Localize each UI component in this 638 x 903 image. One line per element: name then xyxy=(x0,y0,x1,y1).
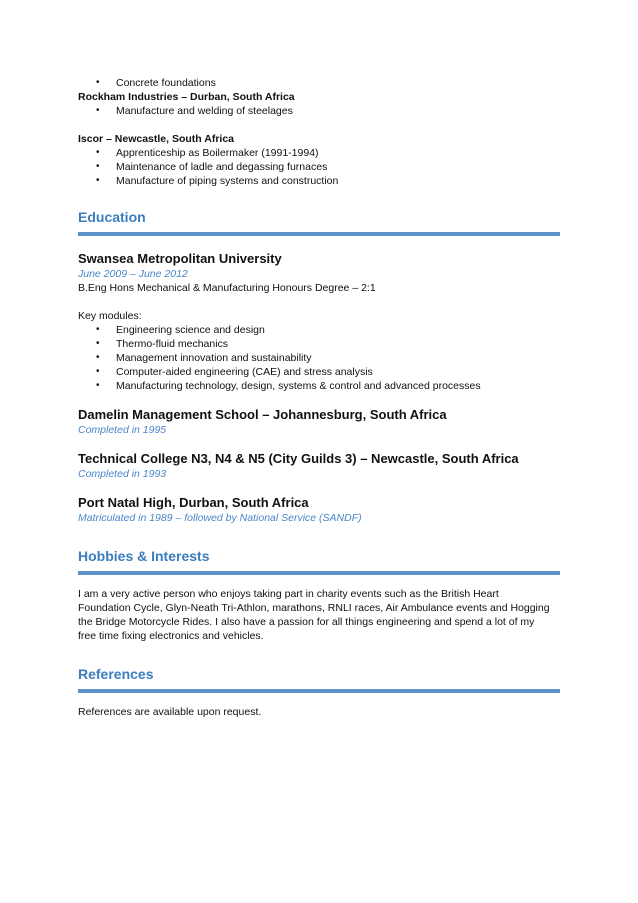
key-modules-label: Key modules: xyxy=(78,310,142,322)
hobbies-line: Foundation Cycle, Glyn-Neath Tri-Athlon, marathons, RNLI races, Air Ambulance events and Hogging xyxy=(78,602,550,614)
hobbies-heading: Hobbies & Interests xyxy=(78,548,210,564)
list-item: • Manufacture of piping systems and construction xyxy=(78,174,560,188)
list-item: • Engineering science and design xyxy=(78,323,560,337)
resume-page xyxy=(78,76,560,719)
hobbies-paragraph xyxy=(78,587,560,643)
dates-technical-college: Completed in 1993 xyxy=(78,468,167,480)
hobbies-line: the Bridge Motorcycle Rides. I also have a passion for all things engineering and spend a lot of my xyxy=(78,616,535,628)
school-technical-college: Technical College N3, N4 & N5 (City Guilds 3) – Newcastle, South Africa xyxy=(78,451,519,466)
list-item: • Manufacture and welding of steelages xyxy=(78,104,560,118)
list-item: • Thermo-fluid mechanics xyxy=(78,337,560,351)
hobbies-line: free time fixing electronics and vehicles. xyxy=(78,630,264,642)
references-heading: References xyxy=(78,666,154,682)
school-port-natal: Port Natal High, Durban, South Africa xyxy=(78,495,309,510)
iscor-bullet-list xyxy=(78,146,560,188)
continued-bullet-list xyxy=(78,76,560,90)
rockham-bullet-list xyxy=(78,104,560,118)
list-item: • Management innovation and sustainability xyxy=(78,351,560,365)
modules-list xyxy=(78,323,560,393)
list-item: • Computer-aided engineering (CAE) and stress analysis xyxy=(78,365,560,379)
list-item: • Maintenance of ladle and degassing furnaces xyxy=(78,160,560,174)
degree-text: B.Eng Hons Mechanical & Manufacturing Honours Degree – 2:1 xyxy=(78,282,376,294)
dates-swansea: June 2009 – June 2012 xyxy=(78,268,188,280)
list-item: • Concrete foundations xyxy=(78,76,560,90)
hobbies-line: I am a very active person who enjoys taking part in charity events such as the British Heart xyxy=(78,588,499,600)
employer-rockham: Rockham Industries – Durban, South Africa xyxy=(78,91,295,103)
list-item: • Apprenticeship as Boilermaker (1991-1994) xyxy=(78,146,560,160)
school-swansea: Swansea Metropolitan University xyxy=(78,251,282,266)
dates-damelin: Completed in 1995 xyxy=(78,424,167,436)
list-item: • Manufacturing technology, design, systems & control and advanced processes xyxy=(78,379,560,393)
employer-iscor: Iscor – Newcastle, South Africa xyxy=(78,133,234,145)
dates-port-natal: Matriculated in 1989 – followed by National Service (SANDF) xyxy=(78,512,362,524)
education-heading: Education xyxy=(78,209,146,225)
school-damelin: Damelin Management School – Johannesburg, South Africa xyxy=(78,407,447,422)
references-text: References are available upon request. xyxy=(78,706,262,718)
